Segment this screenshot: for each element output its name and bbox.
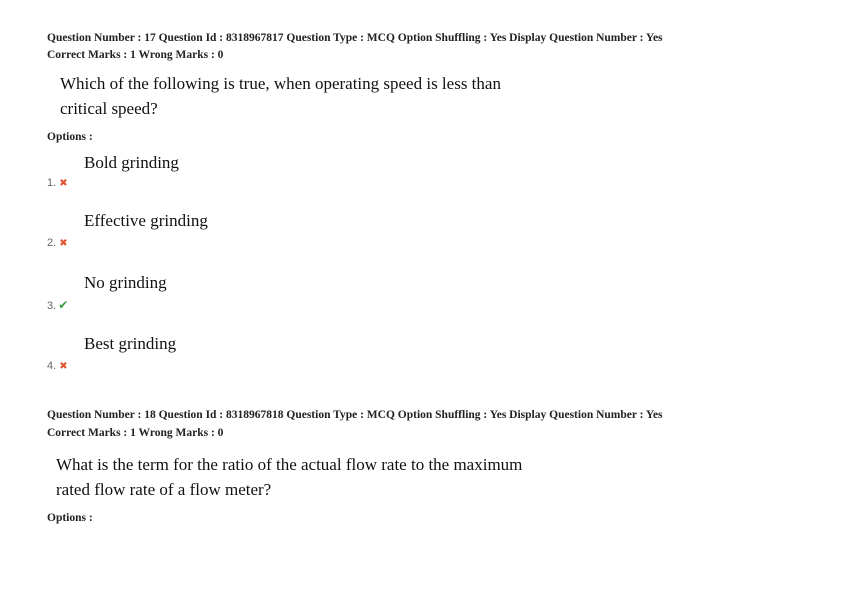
cross-icon: ✖ (59, 361, 68, 372)
option-2-marker (47, 233, 68, 251)
question-17-marks: Correct Marks : 1 Wrong Marks : 0 (47, 49, 224, 61)
option-1-number: 1. (47, 177, 57, 189)
option-3-number: 3. (47, 300, 57, 312)
question-17-meta: Question Number : 17 Question Id : 8318967817 Question Type : MCQ Option Shuffling : Yes Display Question Number : Yes (47, 32, 663, 44)
cross-icon: ✖ (59, 178, 68, 189)
option-3-text: No grinding (84, 273, 167, 292)
option-1-marker (47, 173, 68, 191)
option-2-number: 2. (47, 237, 57, 249)
option-1-text: Bold grinding (84, 153, 179, 172)
question-18-marks: Correct Marks : 1 Wrong Marks : 0 (47, 427, 224, 439)
question-17-options-label: Options : (47, 131, 93, 143)
cross-icon: ✖ (59, 238, 68, 249)
question-17-text-line-1: Which of the following is true, when operating speed is less than (60, 74, 501, 93)
option-4-number: 4. (47, 360, 57, 372)
question-18-meta: Question Number : 18 Question Id : 8318967818 Question Type : MCQ Option Shuffling : Yes Display Question Number : Yes (47, 409, 663, 421)
option-4-text: Best grinding (84, 334, 177, 353)
question-17-text-line-2: critical speed? (60, 99, 158, 118)
checkmark-icon: ✔ (58, 298, 69, 312)
option-3-marker (47, 296, 68, 314)
option-2-text: Effective grinding (84, 211, 208, 230)
option-4-marker (47, 356, 68, 374)
question-18-text-line-1: What is the term for the ratio of the actual flow rate to the maximum (56, 455, 523, 474)
question-18-options-label: Options : (47, 512, 93, 524)
question-18-text-line-2: rated flow rate of a flow meter? (56, 480, 272, 499)
